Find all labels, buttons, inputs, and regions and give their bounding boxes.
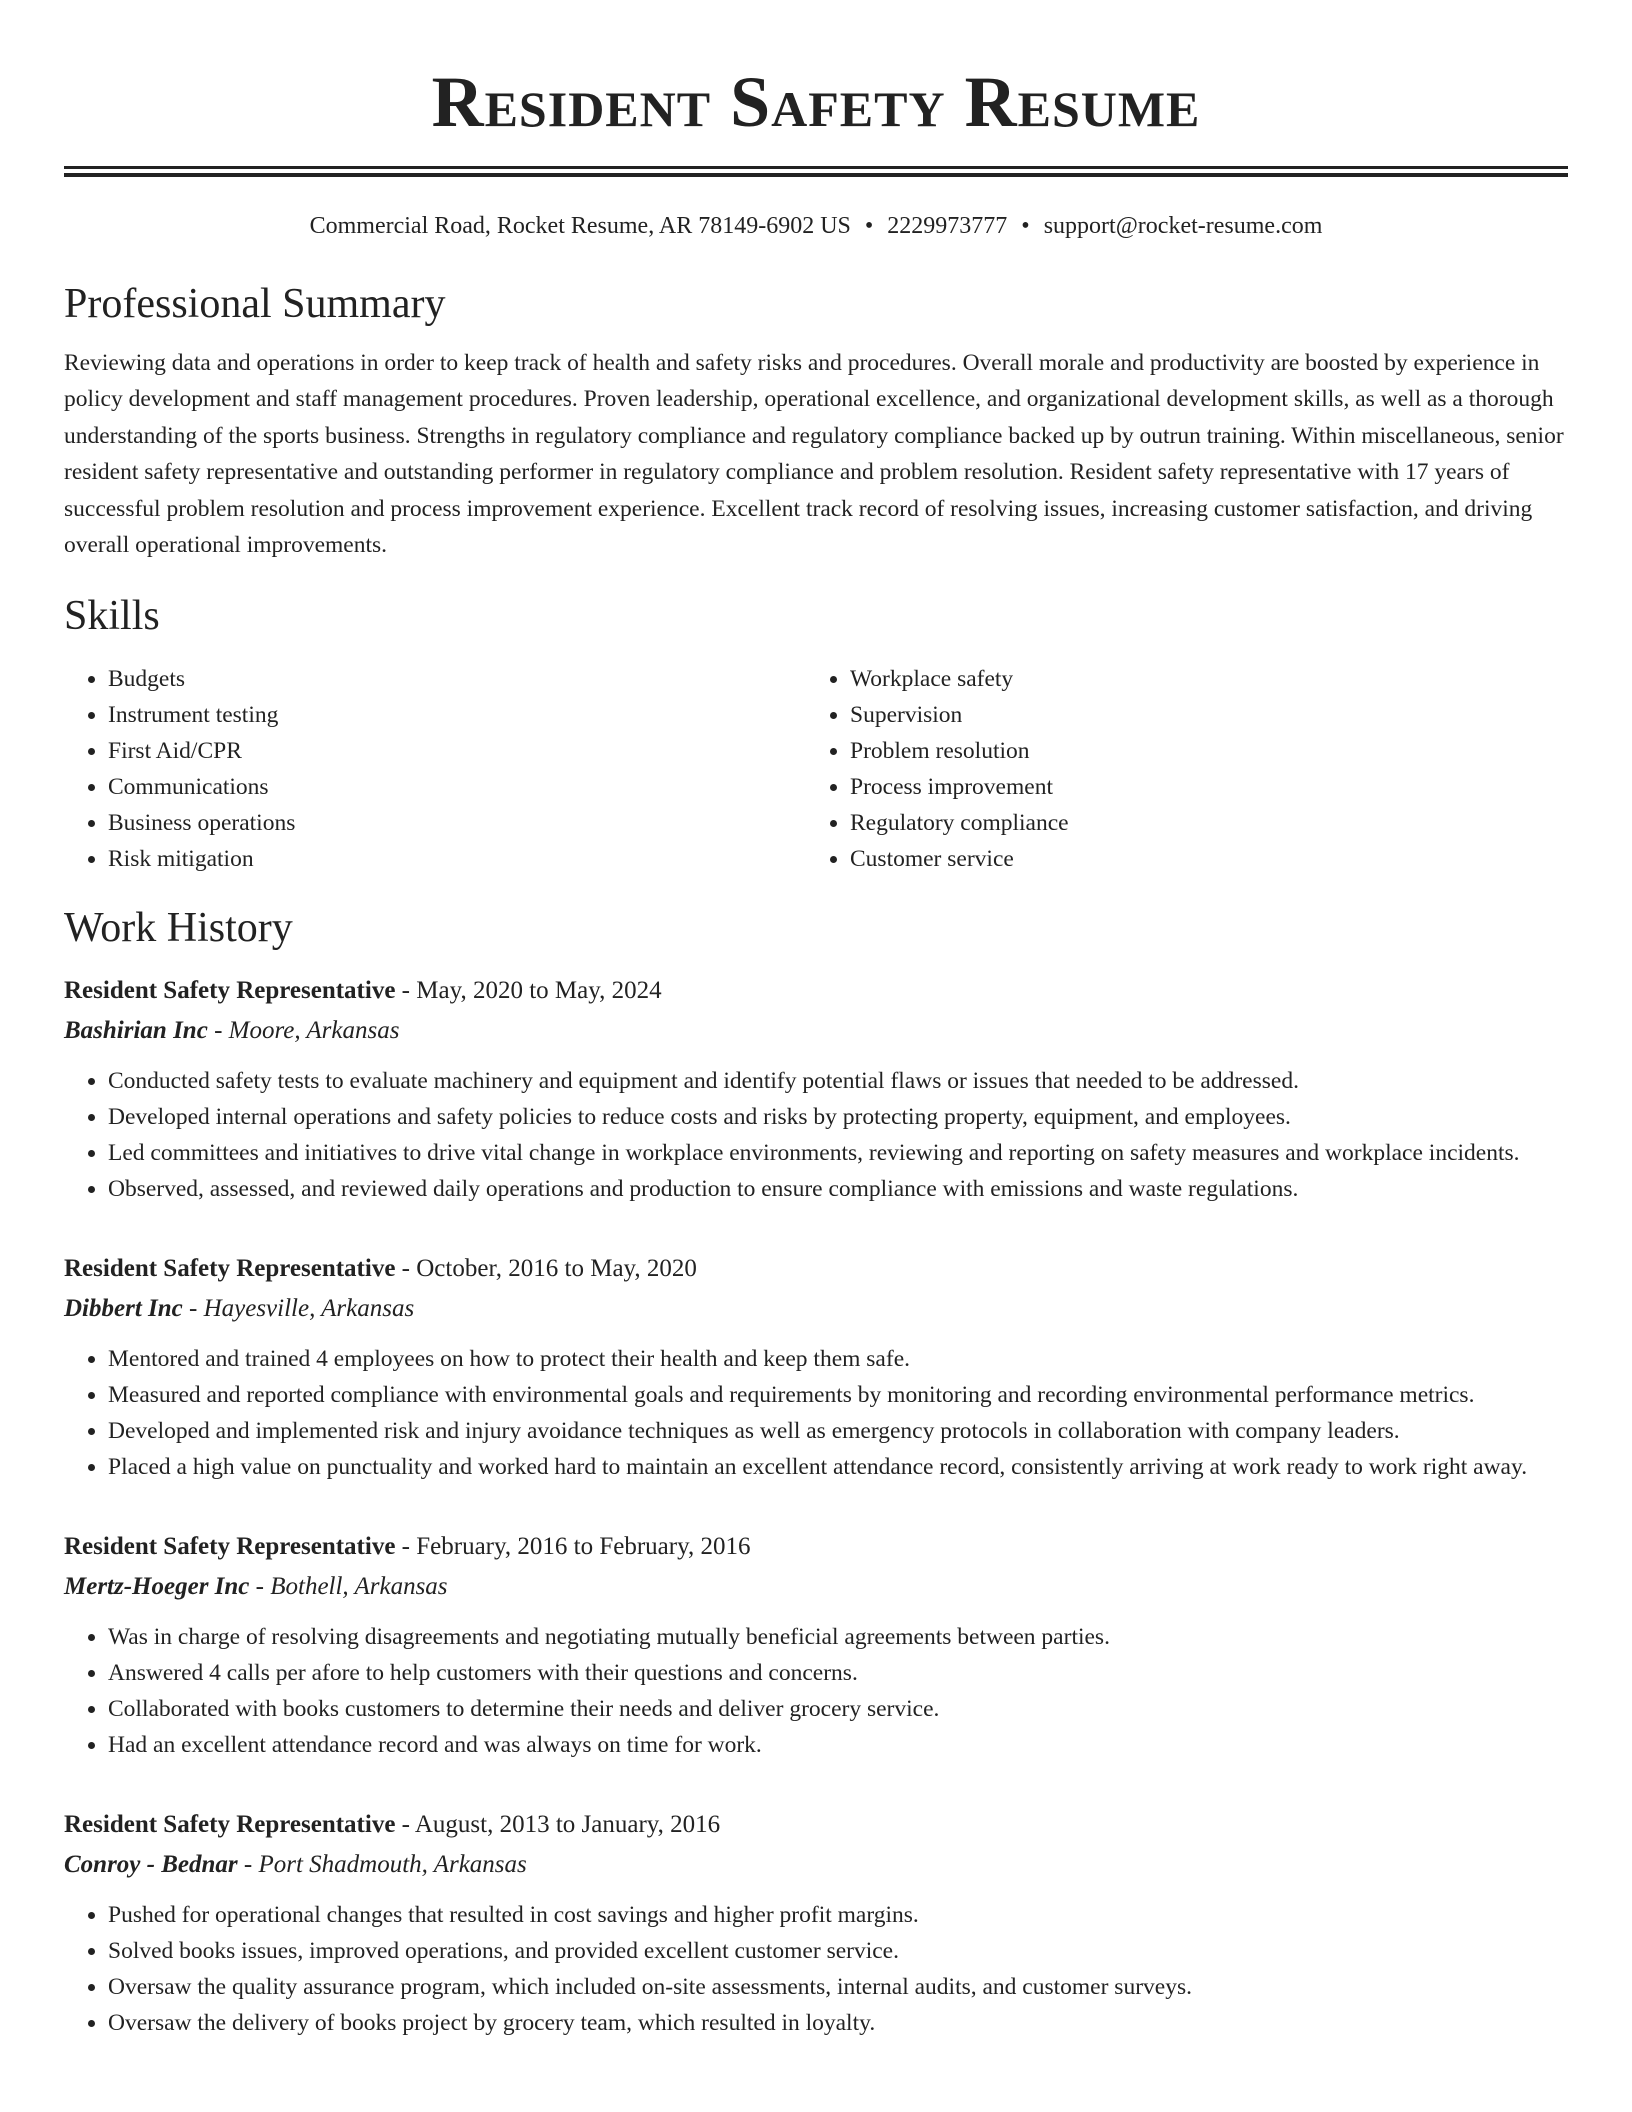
job-bullet: • Oversaw the delivery of books project by grocery team, which resulted in loyalty. [108, 2005, 1568, 2041]
job-title: Resident Safety Representative [64, 1255, 396, 1283]
job-title: Resident Safety Representative [64, 1811, 396, 1839]
skills-list [64, 661, 1568, 877]
skill-item: • Process improvement [850, 769, 1548, 805]
job-heading [64, 1251, 1568, 1287]
company-name: Dibbert Inc [64, 1295, 183, 1323]
job-heading [64, 1807, 1568, 1843]
skill-item: • Regulatory compliance [850, 805, 1548, 841]
job-dates: - October, 2016 to May, 2020 [395, 1255, 697, 1283]
job-heading [64, 1529, 1568, 1565]
contact-email: support@rocket-resume.com [1043, 213, 1323, 239]
skill-item: • Instrument testing [108, 697, 806, 733]
contact-phone: 2229973777 [887, 213, 1008, 239]
job-bullet: • Observed, assessed, and reviewed daily operations and production to ensure compliance with emissions and waste regulations. [108, 1171, 1568, 1207]
contact-separator: • [864, 213, 874, 239]
job-heading [64, 973, 1568, 1009]
job-title: Resident Safety Representative [64, 1533, 396, 1561]
skills-column-left [64, 661, 806, 877]
skill-item: • Communications [108, 769, 806, 805]
company-location: - Port Shadmouth, Arkansas [237, 1851, 527, 1879]
skill-item: • Customer service [850, 841, 1548, 877]
job-dates: - May, 2020 to May, 2024 [395, 977, 662, 1005]
skill-item: • First Aid/CPR [108, 733, 806, 769]
job-bullets [64, 1619, 1568, 1763]
job-dates: - August, 2013 to January, 2016 [395, 1811, 721, 1839]
skill-item: • Risk mitigation [108, 841, 806, 877]
title-divider [64, 166, 1568, 177]
job-bullet: • Pushed for operational changes that resulted in cost savings and higher profit margins. [108, 1897, 1568, 1933]
job-bullet: • Oversaw the quality assurance program, which included on-site assessments, internal audits, and customer surveys. [108, 1969, 1568, 2005]
company-name: Bashirian Inc [64, 1017, 208, 1045]
job-bullet: • Measured and reported compliance with environmental goals and requirements by monitoring and recording environmental performance metrics. [108, 1377, 1568, 1413]
job-bullet: • Answered 4 calls per afore to help customers with their questions and concerns. [108, 1655, 1568, 1691]
job-employer [64, 1291, 1568, 1327]
job-bullet: • Led committees and initiatives to drive vital change in workplace environments, reviewing and reporting on safety measures and workplace incidents. [108, 1135, 1568, 1171]
contact-line [64, 211, 1568, 241]
job-dates: - February, 2016 to February, 2016 [395, 1533, 751, 1561]
company-location: - Hayesville, Arkansas [182, 1295, 415, 1323]
job-employer [64, 1013, 1568, 1049]
company-name: Conroy - Bednar [64, 1851, 238, 1879]
job-bullets [64, 1063, 1568, 1207]
job-bullet: • Solved books issues, improved operations, and provided excellent customer service. [108, 1933, 1568, 1969]
summary-heading: Professional Summary [64, 281, 446, 327]
skills-heading: Skills [64, 593, 160, 640]
job-bullet: • Placed a high value on punctuality and worked hard to maintain an excellent attendance record, consistently arriving at work ready to work right away. [108, 1449, 1568, 1485]
job-bullets [64, 1341, 1568, 1485]
job-employer [64, 1847, 1568, 1883]
job-bullet: • Developed and implemented risk and injury avoidance techniques as well as emergency protocols in collaboration with company leaders. [108, 1413, 1568, 1449]
resume-title: Resident Safety Resume [431, 62, 1201, 142]
contact-separator: • [1021, 213, 1030, 239]
company-location: - Moore, Arkansas [207, 1017, 400, 1045]
resume-page [64, 0, 1568, 2041]
skill-item: • Problem resolution [850, 733, 1548, 769]
job-entry [64, 973, 1568, 1207]
company-location: - Bothell, Arkansas [249, 1573, 448, 1601]
work-history-heading: Work History [64, 905, 293, 952]
job-bullet: • Developed internal operations and safety policies to reduce costs and risks by protecting property, equipment, and employees. [108, 1099, 1568, 1135]
job-entry [64, 1529, 1568, 1763]
company-name: Mertz-Hoeger Inc [64, 1573, 250, 1601]
skills-column-right [806, 661, 1548, 877]
job-bullet: • Conducted safety tests to evaluate machinery and equipment and identify potential flaws or issues that needed to be addressed. [108, 1063, 1568, 1099]
job-entry [64, 1251, 1568, 1485]
job-title: Resident Safety Representative [64, 977, 396, 1005]
skill-item: • Supervision [850, 697, 1548, 733]
job-bullet: • Collaborated with books customers to determine their needs and deliver grocery service. [108, 1691, 1568, 1727]
job-employer [64, 1569, 1568, 1605]
contact-address: Commercial Road, Rocket Resume, AR 78149-6902 US [309, 213, 851, 239]
skill-item: • Business operations [108, 805, 806, 841]
summary-text: Reviewing data and operations in order to keep track of health and safety risks and procedures. Overall morale and productivity are boosted by experience in policy development and staff management procedures. Proven leadership, operational excellence, and organizational development skills, as well as a thorough understanding of the sports business. Strengths in regulatory compliance and regulatory compliance backed up by outrun training. Within miscellaneous, senior resident safety representative and outstanding performer in regulatory compliance and problem resolution. Resident safety representative with 17 years of successful problem resolution and process improvement experience. Excellent track record of resolving issues, increasing customer satisfaction, and driving overall operational improvements. [64, 350, 1564, 559]
job-bullets [64, 1897, 1568, 2041]
job-bullet: • Was in charge of resolving disagreements and negotiating mutually beneficial agreements between parties. [108, 1619, 1568, 1655]
job-bullet: • Had an excellent attendance record and was always on time for work. [108, 1727, 1568, 1763]
skill-item: • Budgets [108, 661, 806, 697]
job-entry [64, 1807, 1568, 2041]
skill-item: • Workplace safety [850, 661, 1548, 697]
job-bullet: • Mentored and trained 4 employees on how to protect their health and keep them safe. [108, 1341, 1568, 1377]
